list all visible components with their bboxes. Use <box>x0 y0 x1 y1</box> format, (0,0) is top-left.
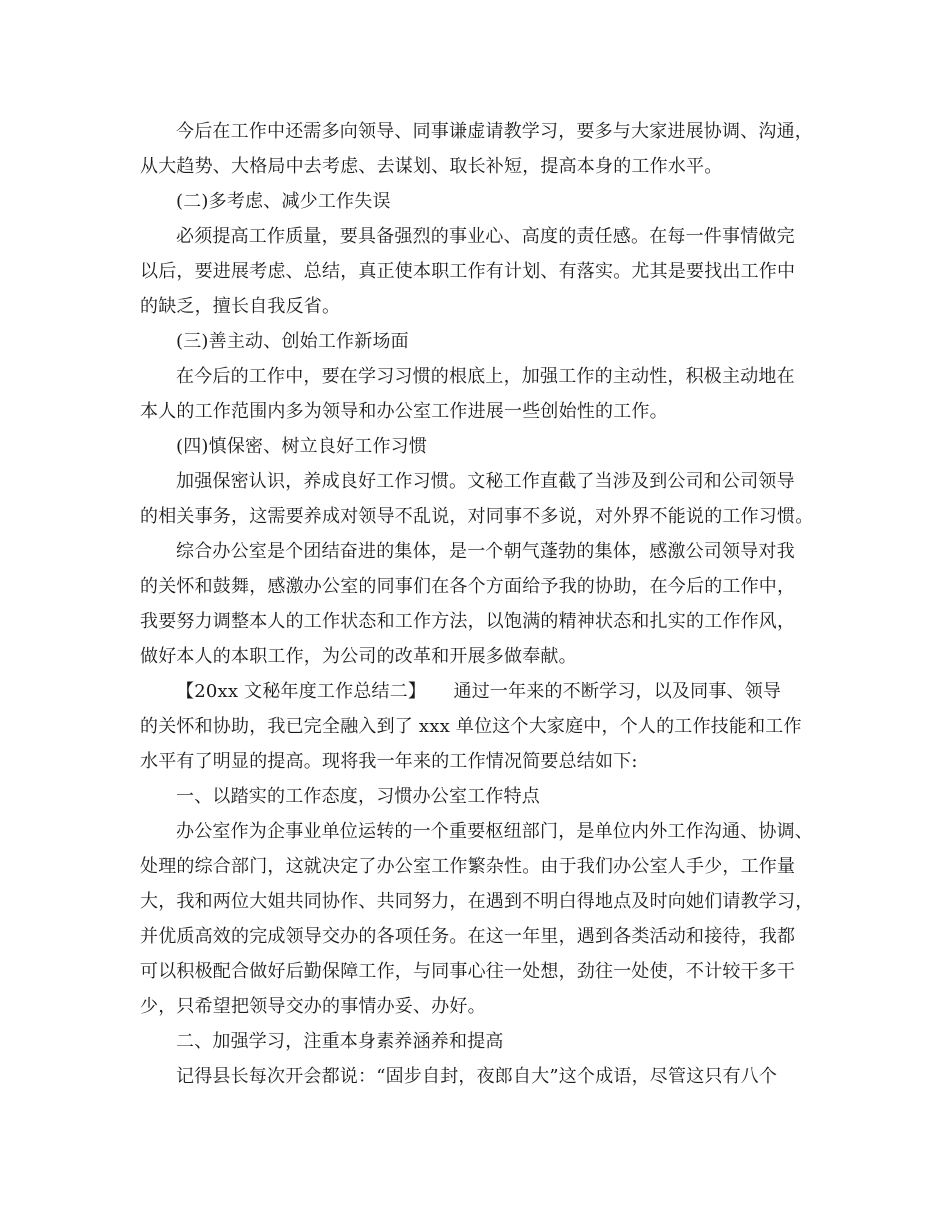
paragraph-line: 的关怀和协助，我已完全融入到了 xxx 单位这个大家庭中，个人的工作技能和工作 <box>140 716 802 737</box>
paragraph-line: 今后在工作中还需多向领导、同事谦虚请教学习，要多与大家进展协调、沟通， <box>176 121 813 142</box>
paragraph-line: 水平有了明显的提高。现将我一年来的工作情况简要总结如下: <box>140 751 638 772</box>
paragraph-line: 处理的综合部门，这就决定了办公室工作繁杂性。由于我们办公室人手少，工作量 <box>140 856 796 877</box>
paragraph-line: 的缺乏，擅长自我反省。 <box>140 296 341 317</box>
paragraph-line: 做好本人的本职工作，为公司的改革和开展多做奉献。 <box>140 646 577 667</box>
paragraph-line: 记得县长每次开会都说：“固步自封，夜郎自大”这个成语，尽管这只有八个 <box>176 1066 778 1087</box>
section-heading: (二)多考虑、减少工作失误 <box>176 191 391 212</box>
paragraph-line: 可以积极配合做好后勤保障工作，与同事心往一处想，劲往一处使，不计较干多干 <box>140 961 796 982</box>
paragraph-line: 的相关事务，这需要养成对领导不乱说，对同事不多说，对外界不能说的工作习惯。 <box>140 506 814 527</box>
paragraph-line: 办公室作为企事业单位运转的一个重要枢纽部门，是单位内外工作沟通、协调、 <box>176 821 813 842</box>
paragraph-line: 的关怀和鼓舞，感激办公室的同事们在各个方面给予我的协助，在今后的工作中， <box>140 576 796 597</box>
paragraph-line: 本人的工作范围内多为领导和办公室工作进展一些创始性的工作。 <box>140 401 668 422</box>
section-heading: 一、以踏实的工作态度，习惯办公室工作特点 <box>176 786 540 807</box>
paragraph-line: 以后，要进展考虑、总结，真正使本职工作有计划、有落实。尤其是要找出工作中 <box>140 261 796 282</box>
paragraph-line: 从大趋势、大格局中去考虑、去谋划、取长补短，提高本身的工作水平。 <box>140 156 723 177</box>
section-heading: 二、加强学习，注重本身素养涵养和提高 <box>176 1031 504 1052</box>
paragraph-line: 大，我和两位大姐共同协作、共同努力，在遇到不明白得地点及时向她们请教学习， <box>140 891 814 912</box>
section-heading: (四)慎保密、树立良好工作习惯 <box>176 436 428 457</box>
paragraph-line: 【20xx 文秘年度工作总结二】 通过一年来的不断学习，以及同事、领导 <box>176 681 782 702</box>
paragraph-line: 少，只希望把领导交办的事情办妥、办好。 <box>140 996 486 1017</box>
section-heading: (三)善主动、创始工作新场面 <box>176 331 409 352</box>
paragraph-line: 在今后的工作中，要在学习习惯的根底上，加强工作的主动性，积极主动地在 <box>176 366 795 387</box>
paragraph-line: 综合办公室是个团结奋进的集体，是一个朝气蓬勃的集体，感激公司领导对我 <box>176 541 795 562</box>
paragraph-line: 我要努力调整本人的工作状态和工作方法，以饱满的精神状态和扎实的工作作风， <box>140 611 796 632</box>
paragraph-line: 必须提高工作质量，要具备强烈的事业心、高度的责任感。在每一件事情做完 <box>176 226 795 247</box>
paragraph-line: 并优质高效的完成领导交办的各项任务。在这一年里，遇到各类活动和接待，我都 <box>140 926 796 947</box>
paragraph-line: 加强保密认识，养成良好工作习惯。文秘工作直截了当涉及到公司和公司领导 <box>176 471 795 492</box>
